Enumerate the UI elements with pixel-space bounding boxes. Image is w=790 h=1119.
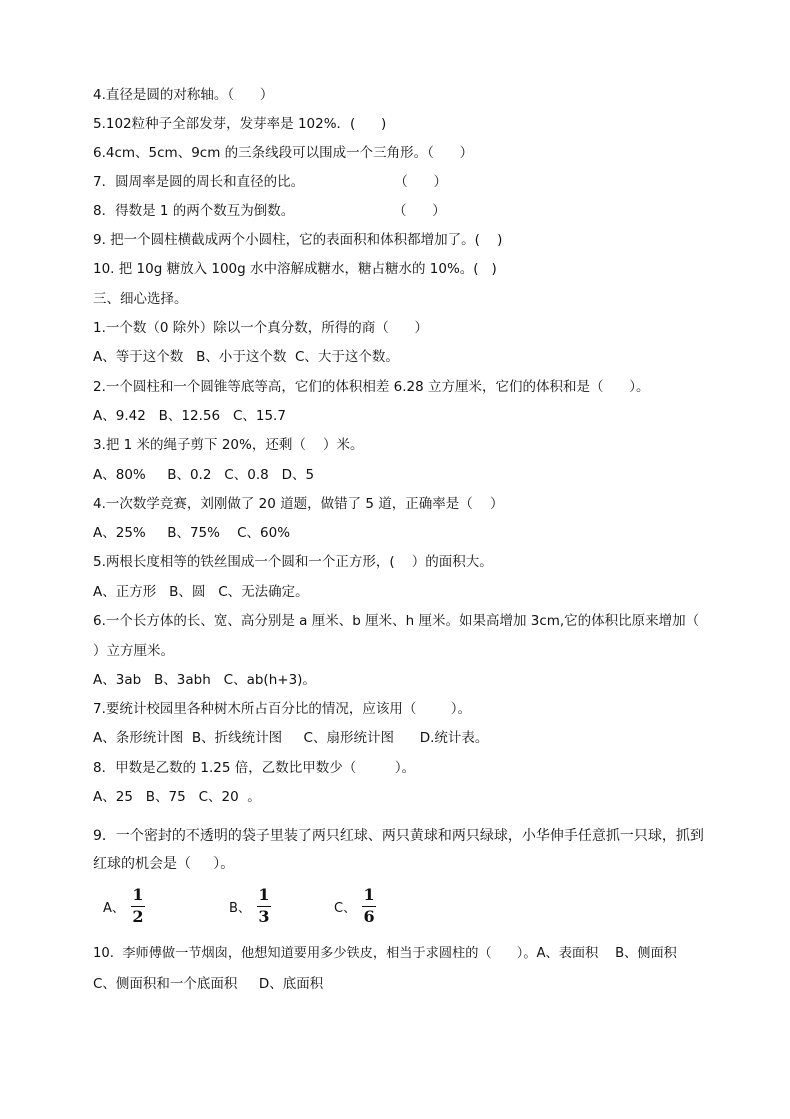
true-false-item-9: 9. 把一个圆柱横截成两个小圆柱，它的表面积和体积都增加了。( ) xyxy=(93,232,503,248)
choice-question-6: 6.一个长方体的长、宽、高分别是 a 厘米、b 厘米、h 厘米。如果高增加 3cm,它的体积比原来增加（ xyxy=(93,613,700,629)
choice-options-3: A、80% B、0.2 C、0.8 D、5 xyxy=(93,467,315,483)
choice-options-7: A、条形统计图 B、折线统计图 C、扇形统计图 D.统计表。 xyxy=(93,730,489,746)
option-c xyxy=(334,884,376,928)
choice-options-10: C、侧面积和一个底面积 D、底面积 xyxy=(93,976,324,992)
fraction-one-sixth xyxy=(362,886,376,926)
fraction-one-half xyxy=(131,886,145,926)
true-false-item-7: 7．圆周率是圆的周长和直径的比。 （ ） xyxy=(93,174,447,190)
section-heading-choice: 三、细心选择。 xyxy=(93,291,188,307)
choice-question-6-cont: ）立方厘米。 xyxy=(93,643,174,659)
fraction-numerator: 1 xyxy=(132,885,144,904)
fraction-one-third xyxy=(257,886,271,926)
true-false-item-10: 10. 把 10g 糖放入 100g 水中溶解成糖水，糖占糖水的 10%。( ) xyxy=(93,261,497,277)
true-false-item-6: 6.4cm、5cm、9cm 的三条线段可以围成一个三角形。（ ） xyxy=(93,145,474,161)
choice-question-9-cont: 红球的机会是（ ）。 xyxy=(93,856,235,872)
choice-options-8: A、25 B、75 C、20 。 xyxy=(93,789,261,805)
choice-question-10: 10. 李师傅做一节烟囱，他想知道要用多少铁皮，相当于求圆柱的（ ）。A、表面积 B、侧面积 xyxy=(93,946,677,961)
true-false-item-5: 5.102粒种子全部发芽，发芽率是 102%．( ) xyxy=(93,116,387,132)
option-b-label: B、 xyxy=(229,900,251,916)
choice-options-2: A、9.42 B、12.56 C、15.7 xyxy=(93,408,286,424)
option-a-label: A、 xyxy=(103,900,125,916)
choice-options-1: A、等于这个数 B、小于这个数 C、大于这个数。 xyxy=(93,349,399,365)
option-a xyxy=(103,884,145,928)
fraction-numerator: 1 xyxy=(363,885,375,904)
choice-options-5: A、正方形 B、圆 C、无法确定。 xyxy=(93,584,309,600)
choice-question-7: 7.要统计校园里各种树木所占百分比的情况，应该用（ ）。 xyxy=(93,701,471,717)
choice-question-8: 8．甲数是乙数的 1.25 倍，乙数比甲数少（ ）。 xyxy=(93,760,416,776)
choice-options-6: A、3ab B、3abh C、ab(h+3)。 xyxy=(93,672,316,688)
choice-question-5: 5.两根长度相等的铁丝围成一个圆和一个正方形，( ）的面积大。 xyxy=(93,554,493,570)
fraction-numerator: 1 xyxy=(258,885,270,904)
fraction-denominator: 6 xyxy=(363,907,375,926)
fraction-denominator: 3 xyxy=(258,907,270,926)
option-b xyxy=(229,884,271,928)
option-c-label: C、 xyxy=(334,900,357,916)
choice-question-3: 3.把 1 米的绳子剪下 20%，还剩（ ）米。 xyxy=(93,437,364,453)
choice-question-2: 2.一个圆柱和一个圆锥等底等高，它们的体积相差 6.28 立方厘米，它们的体积和是（ ）。 xyxy=(93,379,650,395)
choice-question-1: 1.一个数（0 除外）除以一个真分数，所得的商（ ） xyxy=(93,320,429,336)
choice-question-4: 4.一次数学竞赛，刘刚做了 20 道题，做错了 5 道，正确率是（ ） xyxy=(93,496,504,512)
choice-question-9: 9．一个密封的不透明的袋子里装了两只红球、两只黄球和两只绿球，小华伸手任意抓一只球，抓到 xyxy=(93,828,704,844)
true-false-item-8: 8．得数是 1 的两个数互为倒数。 （ ） xyxy=(93,203,446,219)
choice-options-4: A、25% B、75% C、60% xyxy=(93,525,291,541)
fraction-denominator: 2 xyxy=(132,907,144,926)
choice-options-9 xyxy=(103,884,603,928)
true-false-item-4: 4.直径是圆的对称轴。（ ） xyxy=(93,87,274,103)
